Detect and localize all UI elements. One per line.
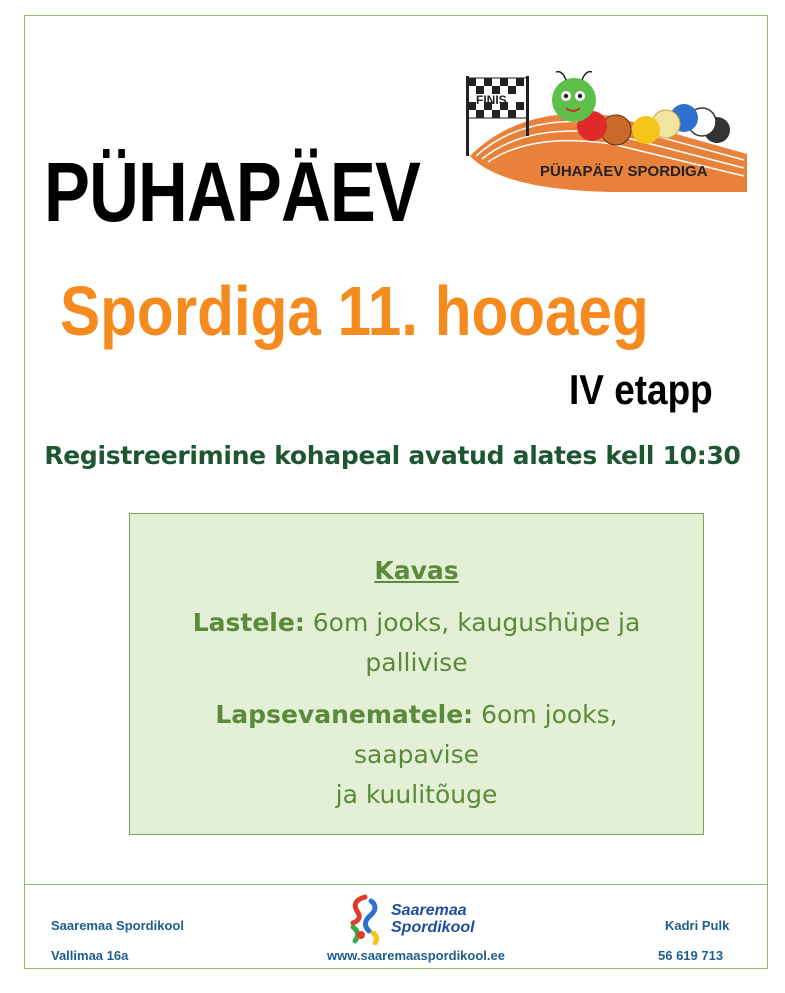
parents-label: Lapsevanematele: <box>215 700 474 729</box>
logo-banner-text: PÜHAPÄEV SPORDIGA <box>540 163 708 180</box>
finish-flag-text: FINIS <box>476 93 507 107</box>
contact-phone: 56 619 713 <box>658 948 724 963</box>
season-subtitle: Spordiga 11. hooaeg <box>60 272 649 350</box>
website-link[interactable]: www.saaremaaspordikool.ee <box>327 948 505 963</box>
parents-text-1: 6om jooks, saapavise <box>354 700 618 769</box>
parents-text-2: ja kuulitõuge <box>335 780 498 809</box>
school-logo-line2: Spordikool <box>391 919 475 936</box>
program-box <box>129 513 704 835</box>
children-text-2: pallivise <box>365 648 468 677</box>
parents-program <box>130 695 703 815</box>
children-program <box>130 603 703 683</box>
footer-divider <box>24 884 768 885</box>
registration-info: Registreerimine kohapeal avatud alates kell 10:30 <box>44 441 741 470</box>
event-logo <box>462 64 752 204</box>
stage-label: IV etapp <box>569 366 713 413</box>
children-text-1: 6om jooks, kaugushüpe ja <box>304 608 641 637</box>
children-label: Lastele: <box>192 608 305 637</box>
page-title: PÜHAPÄEV <box>44 145 421 239</box>
school-logo-icon <box>345 893 385 945</box>
school-logo <box>345 893 490 945</box>
footer-address: Vallimaa 16a <box>51 948 129 963</box>
footer-org-name: Saaremaa Spordikool <box>51 918 184 933</box>
school-logo-line1: Saaremaa <box>391 902 467 919</box>
contact-name: Kadri Pulk <box>665 918 730 933</box>
program-heading: Kavas <box>374 556 459 585</box>
